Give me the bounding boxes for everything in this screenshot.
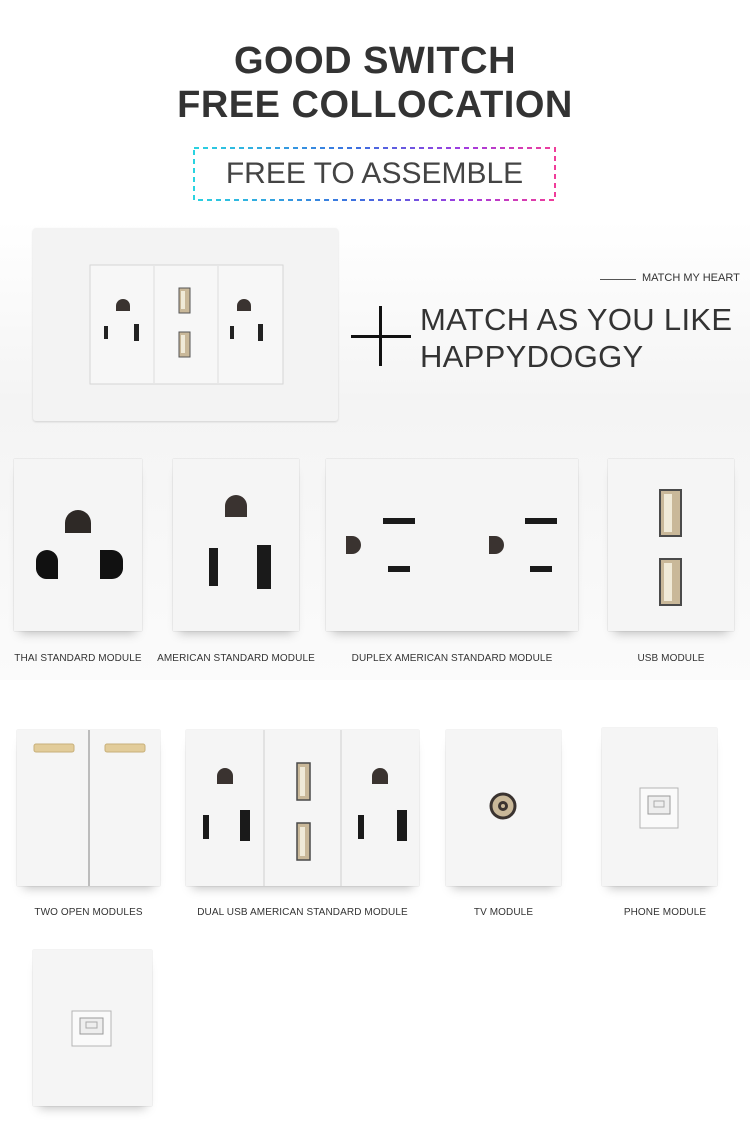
plus-icon — [351, 306, 411, 366]
phone-module — [602, 728, 717, 886]
promo-line-1: MATCH AS YOU LIKE — [420, 302, 733, 337]
headline-line-2: FREE COLLOCATION — [177, 84, 573, 126]
module-caption: TWO OPEN MODULES — [34, 907, 143, 918]
tv-module — [446, 730, 561, 886]
module-caption: AMERICAN STANDARD MODULE — [157, 653, 315, 664]
module-caption: USB MODULE — [637, 653, 705, 664]
module-caption: DUPLEX AMERICAN STANDARD MODULE — [351, 653, 553, 664]
dual-usb-american-standard-module — [186, 730, 419, 886]
promo-line-2: HAPPYDOGGY — [420, 339, 644, 374]
usb-module — [608, 459, 734, 631]
american-standard-module — [173, 459, 299, 631]
module-caption: THAI STANDARD MODULE — [14, 653, 142, 664]
module-caption: TV MODULE — [473, 907, 534, 918]
module-caption: PHONE MODULE — [623, 907, 707, 918]
assemble-badge — [193, 147, 556, 201]
headline-line-1: GOOD SWITCH — [233, 40, 517, 82]
duplex-american-standard-module — [326, 459, 578, 631]
tagline: MATCH MY HEART — [642, 272, 740, 284]
thai-standard-module — [14, 459, 142, 631]
module-caption: DUAL USB AMERICAN STANDARD MODULE — [197, 907, 408, 918]
main-wall-plate — [33, 228, 338, 421]
network-module — [33, 950, 152, 1106]
tagline-rule — [600, 279, 636, 280]
badge-text: FREE TO ASSEMBLE — [225, 157, 524, 190]
two-open-switch-module — [17, 730, 160, 886]
